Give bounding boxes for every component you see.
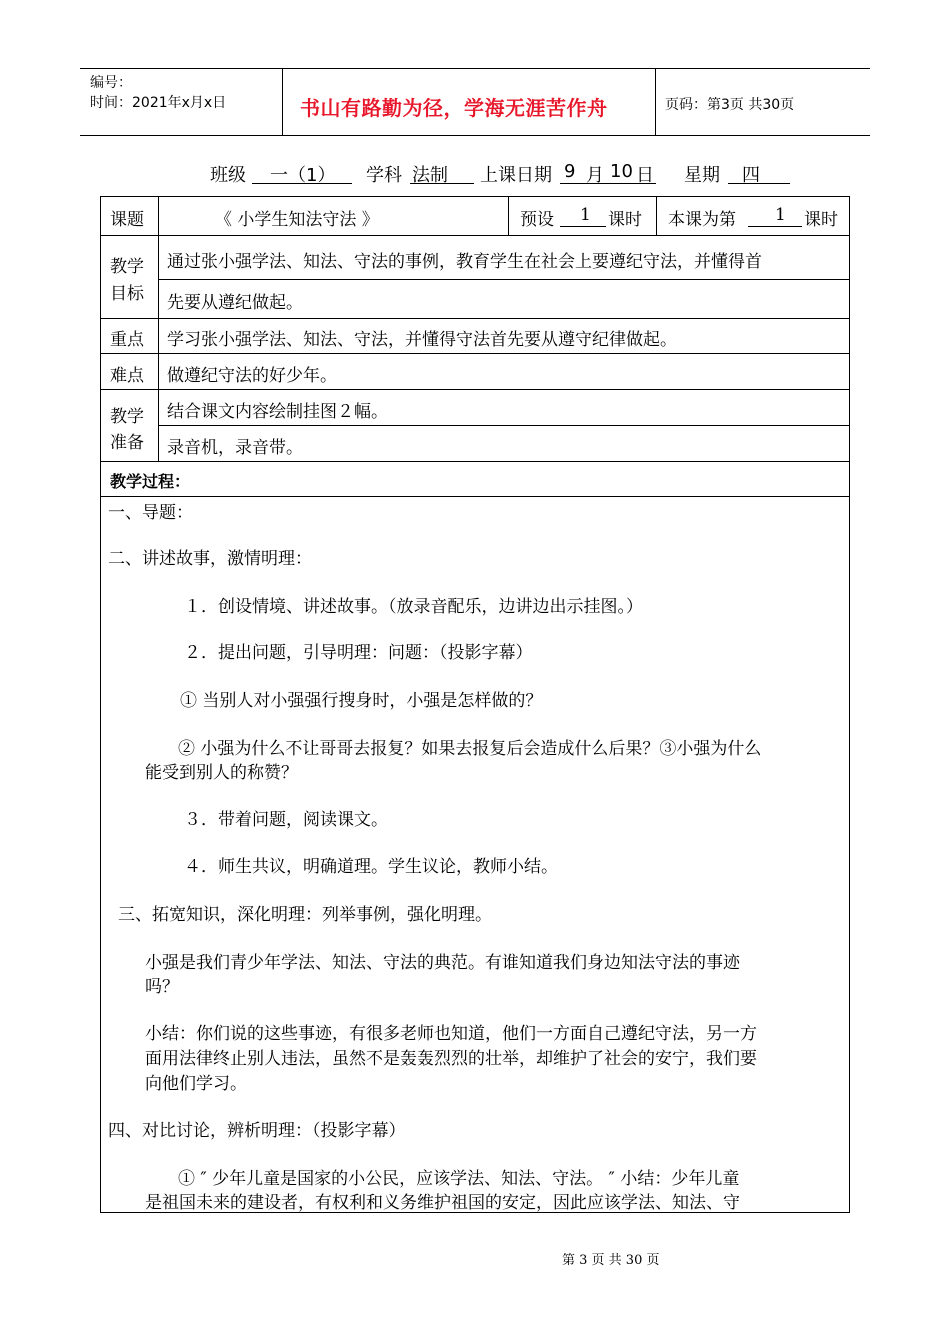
section-2-item-4: ４．师生共议，明确道理。学生议论，教师小结。 <box>184 857 558 877</box>
topic-label: 课题 <box>110 210 144 230</box>
this-lesson-value: 1 <box>775 205 786 225</box>
subject-underline <box>410 183 474 184</box>
prep-text-line1: 结合课文内容绘制挂图２幅。 <box>167 402 388 422</box>
label-column-rule <box>158 196 159 461</box>
page-footer: 第 3 页 共 30 页 <box>562 1253 660 1268</box>
goal-text-line1: 通过张小强学法、知法、守法的事例，教育学生在社会上要遵纪守法，并懂得首 <box>167 252 762 272</box>
section-4-heading: 四、对比讨论，辨析明理：（投影字幕） <box>108 1121 406 1141</box>
goal-label-line2: 目标 <box>110 284 144 304</box>
class-value: 一（1） <box>270 165 336 186</box>
date-underline <box>560 183 656 184</box>
row-rule <box>100 461 850 462</box>
date-day: 10 <box>610 161 633 182</box>
section-3-para-2-line1: 小结：你们说的这些事迹，有很多老师也知道，他们一方面自己遵纪守法，另一方 <box>145 1024 757 1044</box>
doc-number-label: 编号： <box>90 75 132 91</box>
row-rule <box>158 425 850 426</box>
topic-value: 《 小学生知法守法 》 <box>215 210 379 230</box>
preset-value: 1 <box>580 205 591 225</box>
col-rule <box>656 196 657 235</box>
class-underline <box>252 183 352 184</box>
this-lesson-unit: 课时 <box>804 210 838 230</box>
col-rule <box>508 196 509 235</box>
weekday-label: 星期 <box>684 165 720 186</box>
header-divider-right <box>655 68 656 135</box>
row-rule <box>158 279 850 280</box>
section-3-heading: 三、拓宽知识，深化明理：列举事例，强化明理。 <box>118 905 492 925</box>
goal-text-line2: 先要从遵纪做起。 <box>167 293 303 313</box>
goal-label-line1: 教学 <box>110 257 144 277</box>
question-2-line2: 能受到别人的称赞？ <box>145 763 298 783</box>
class-label: 班级 <box>210 165 246 186</box>
header-divider-left <box>282 68 283 135</box>
prep-text-line2: 录音机，录音带。 <box>167 438 303 458</box>
page-code: 页码：第3页 共30页 <box>665 97 795 113</box>
section-4-item-1-line2: 是祖国未来的建设者，有权利和义务维护祖国的安定，因此应该学法、知法、守 <box>145 1193 740 1213</box>
row-rule <box>100 318 850 319</box>
difficulty-label: 难点 <box>110 366 144 386</box>
preset-underline <box>560 226 606 227</box>
section-2-item-2: ２．提出问题，引导明理：问题：（投影字幕） <box>184 643 533 663</box>
weekday-value: 四 <box>742 165 760 186</box>
row-rule <box>100 353 850 354</box>
time-label: 时间：2021年x月x日 <box>90 95 227 111</box>
prep-label-line2: 准备 <box>110 433 144 453</box>
subject-label: 学科 <box>366 165 402 186</box>
header-bottom-rule <box>80 135 870 136</box>
question-1: ① 当别人对小强强行搜身时，小强是怎样做的？ <box>180 691 543 711</box>
row-rule <box>100 496 850 497</box>
weekday-underline <box>728 183 790 184</box>
day-unit: 日 <box>636 165 654 186</box>
date-month: 9 <box>564 161 576 182</box>
section-1-heading: 一、导题： <box>108 503 193 523</box>
section-3-para-1-line1: 小强是我们青少年学法、知法、守法的典范。有谁知道我们身边知法守法的事迹 <box>145 953 740 973</box>
section-4-item-1-line1: ① ″ 少年儿童是国家的小公民，应该学法、知法、守法。 ″ 小结：少年儿童 <box>178 1169 740 1189</box>
key-value: 学习张小强学法、知法、守法，并懂得守法首先要从遵守纪律做起。 <box>167 330 677 350</box>
date-label: 上课日期 <box>480 165 552 186</box>
preset-label: 预设 <box>520 210 554 230</box>
question-2-line1: ② 小强为什么不让哥哥去报复？如果去报复后会造成什么后果？③小强为什么 <box>178 739 762 759</box>
motto: 书山有路勤为径，学海无涯苦作舟 <box>300 96 608 120</box>
this-lesson-underline <box>748 226 802 227</box>
key-label: 重点 <box>110 330 144 350</box>
section-2-item-1: １．创设情境、讲述故事。（放录音配乐，边讲边出示挂图。） <box>184 597 643 617</box>
prep-label-line1: 教学 <box>110 407 144 427</box>
row-rule <box>100 235 850 236</box>
header-top-rule <box>80 68 870 69</box>
difficulty-value: 做遵纪守法的好少年。 <box>167 366 337 386</box>
section-2-item-3: ３．带着问题，阅读课文。 <box>184 810 388 830</box>
month-unit: 月 <box>586 165 604 186</box>
row-rule <box>100 389 850 390</box>
this-lesson-label: 本课为第 <box>668 210 736 230</box>
process-label: 教学过程： <box>110 472 191 491</box>
section-3-para-1-line2: 吗？ <box>145 977 179 997</box>
section-3-para-2-line2: 面用法律终止别人违法，虽然不是轰轰烈烈的壮举，却维护了社会的安宁，我们要 <box>145 1049 757 1069</box>
preset-unit: 课时 <box>608 210 642 230</box>
subject-value: 法制 <box>412 165 448 186</box>
section-2-heading: 二、讲述故事，激情明理： <box>108 549 312 569</box>
section-3-para-2-line3: 向他们学习。 <box>145 1074 247 1094</box>
